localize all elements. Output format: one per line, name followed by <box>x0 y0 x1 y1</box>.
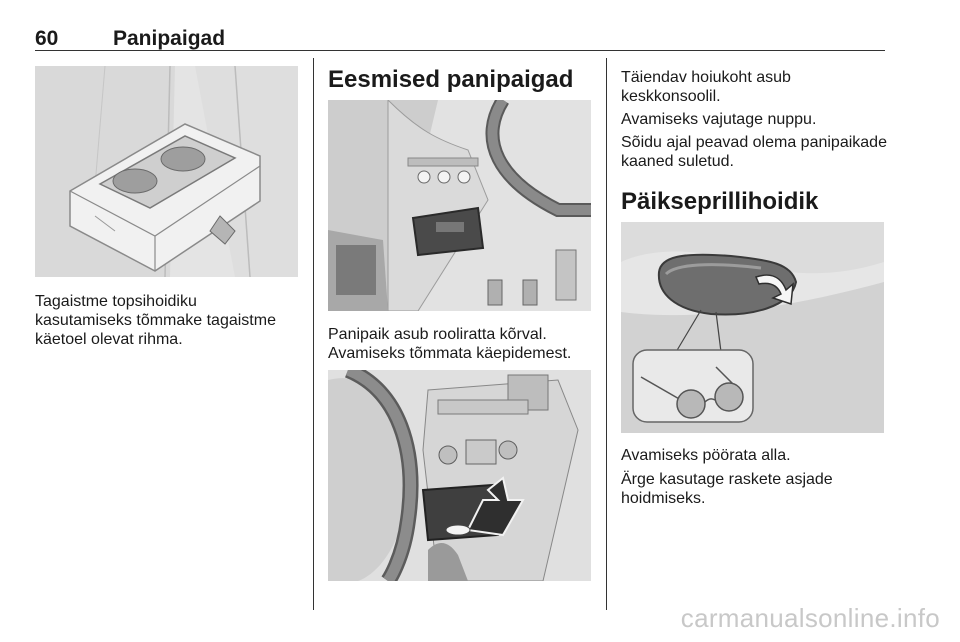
front-storage-illustration <box>328 100 591 311</box>
page-number: 60 <box>35 27 59 50</box>
column-divider-2 <box>606 58 607 610</box>
section-title-header: Panipaigad <box>113 27 226 50</box>
sunglasses-holder-illustration <box>621 222 884 433</box>
front-storage-heading: Eesmised panipaigad <box>328 66 574 93</box>
covers-closed-text: Sõidu ajal peavad olema panipaikade kaaned suletud. <box>621 134 887 170</box>
header-rule <box>35 50 885 51</box>
rear-cupholder-caption: Tagaistme topsihoidiku kasutamiseks tõmmake tagaistme käetoel olevat rihma. <box>35 293 276 348</box>
column-divider-1 <box>313 58 314 610</box>
front-storage-caption: Panipaik asub rooliratta kõrval. Avamiseks tõmmata käepidemest. <box>328 326 572 362</box>
press-button-text: Avamiseks vajutage nuppu. <box>621 111 817 128</box>
sunglasses-holder-heading: Päikseprillihoidik <box>621 188 819 215</box>
rear-cupholder-illustration <box>35 66 298 277</box>
no-heavy-items-text: Ärge kasutage raskete asjade hoidmiseks. <box>621 471 833 507</box>
rotate-down-text: Avamiseks pöörata alla. <box>621 447 791 464</box>
extra-storage-text: Täiendav hoiukoht asub keskkonsoolil. <box>621 69 791 105</box>
watermark: carmanualsonline.info <box>680 603 940 633</box>
center-console-storage-illustration <box>328 370 591 581</box>
